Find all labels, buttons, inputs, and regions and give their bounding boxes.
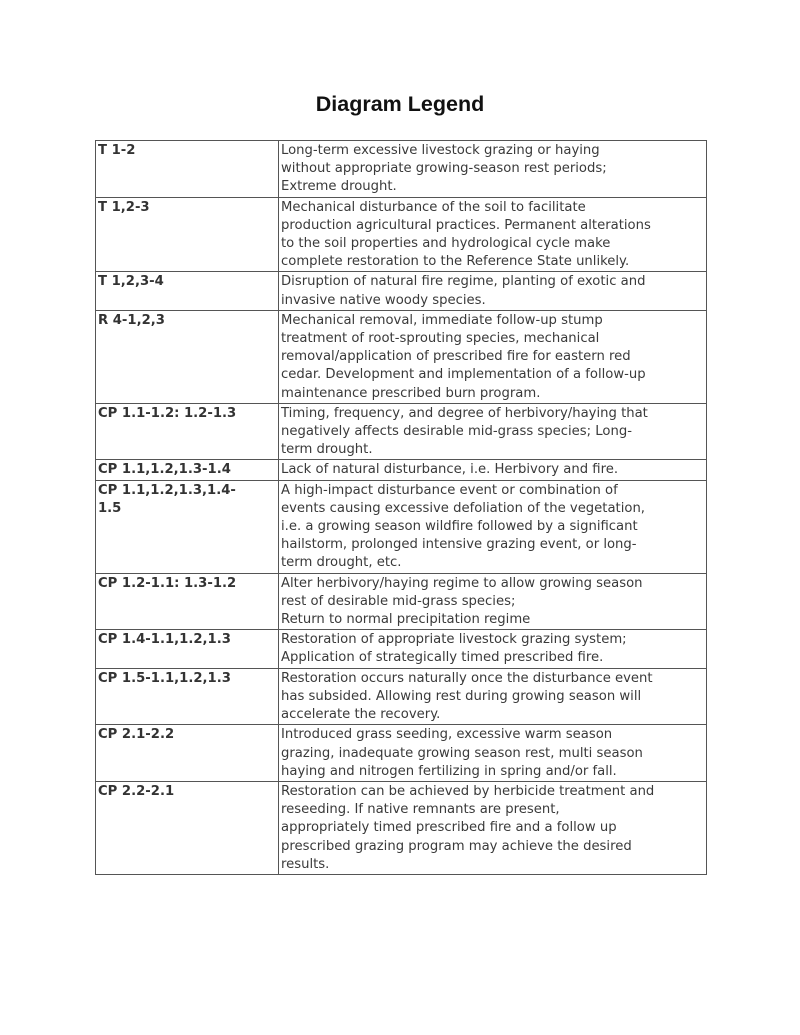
table-row (96, 310, 707, 403)
transition-description: Alter herbivory/haying regime to allow growing season rest of desirable mid-grass species; Return to normal precipitation regime (279, 573, 707, 630)
transition-code: CP 1.1-1.2: 1.2-1.3 (96, 403, 279, 460)
transition-code: R 4-1,2,3 (96, 310, 279, 403)
table-row (96, 781, 707, 874)
transition-description: Timing, frequency, and degree of herbivory/haying that negatively affects desirable mid-grass species; Long- term drought. (279, 403, 707, 460)
table-row (96, 197, 707, 272)
table-row (96, 272, 707, 310)
table-row (96, 573, 707, 630)
transition-code: T 1,2-3 (96, 197, 279, 272)
table-row (96, 668, 707, 725)
transition-code: CP 1.1,1.2,1.3-1.4 (96, 460, 279, 480)
transition-description: Mechanical removal, immediate follow-up stump treatment of root-sprouting species, mechanical removal/application of prescribed fire for eastern red cedar. Development and implementation of a follow-up maintenance prescribed burn program. (279, 310, 707, 403)
transition-description: Restoration occurs naturally once the disturbance event has subsided. Allowing rest during growing season will accelerate the recovery. (279, 668, 707, 725)
transition-description: Lack of natural disturbance, i.e. Herbivory and fire. (279, 460, 707, 480)
transition-code: CP 1.2-1.1: 1.3-1.2 (96, 573, 279, 630)
transition-description: Restoration can be achieved by herbicide treatment and reseeding. If native remnants are present, appropriately timed prescribed fire and a follow up prescribed grazing program may achieve the desired results. (279, 781, 707, 874)
page-title: Diagram Legend (315, 92, 485, 116)
transition-code: T 1,2,3-4 (96, 272, 279, 310)
transition-description: Restoration of appropriate livestock grazing system; Application of strategically timed prescribed fire. (279, 630, 707, 668)
transition-description: Long-term excessive livestock grazing or haying without appropriate growing-season rest periods; Extreme drought. (279, 141, 707, 198)
transition-code: CP 1.5-1.1,1.2,1.3 (96, 668, 279, 725)
transition-description: Disruption of natural fire regime, planting of exotic and invasive native woody species. (279, 272, 707, 310)
transition-code: CP 1.4-1.1,1.2,1.3 (96, 630, 279, 668)
table-row (96, 725, 707, 782)
table-row (96, 460, 707, 480)
table-row (96, 141, 707, 198)
table-row (96, 403, 707, 460)
transition-code: CP 2.2-2.1 (96, 781, 279, 874)
table-row (96, 630, 707, 668)
transition-description: Mechanical disturbance of the soil to facilitate production agricultural practices. Permanent alterations to the soil properties and hydrological cycle make complete restoration to the Reference State unlikely. (279, 197, 707, 272)
transition-description: Introduced grass seeding, excessive warm season grazing, inadequate growing season rest, multi season haying and nitrogen fertilizing in spring and/or fall. (279, 725, 707, 782)
transition-code: CP 2.1-2.2 (96, 725, 279, 782)
transition-description: A high-impact disturbance event or combination of events causing excessive defoliation of the vegetation, i.e. a growing season wildfire followed by a significant hailstorm, prolonged intensive grazing event, or long- term drought, etc. (279, 480, 707, 573)
legend-table (95, 140, 707, 875)
transition-code: T 1-2 (96, 141, 279, 198)
transition-code: CP 1.1,1.2,1.3,1.4- 1.5 (96, 480, 279, 573)
table-row (96, 480, 707, 573)
